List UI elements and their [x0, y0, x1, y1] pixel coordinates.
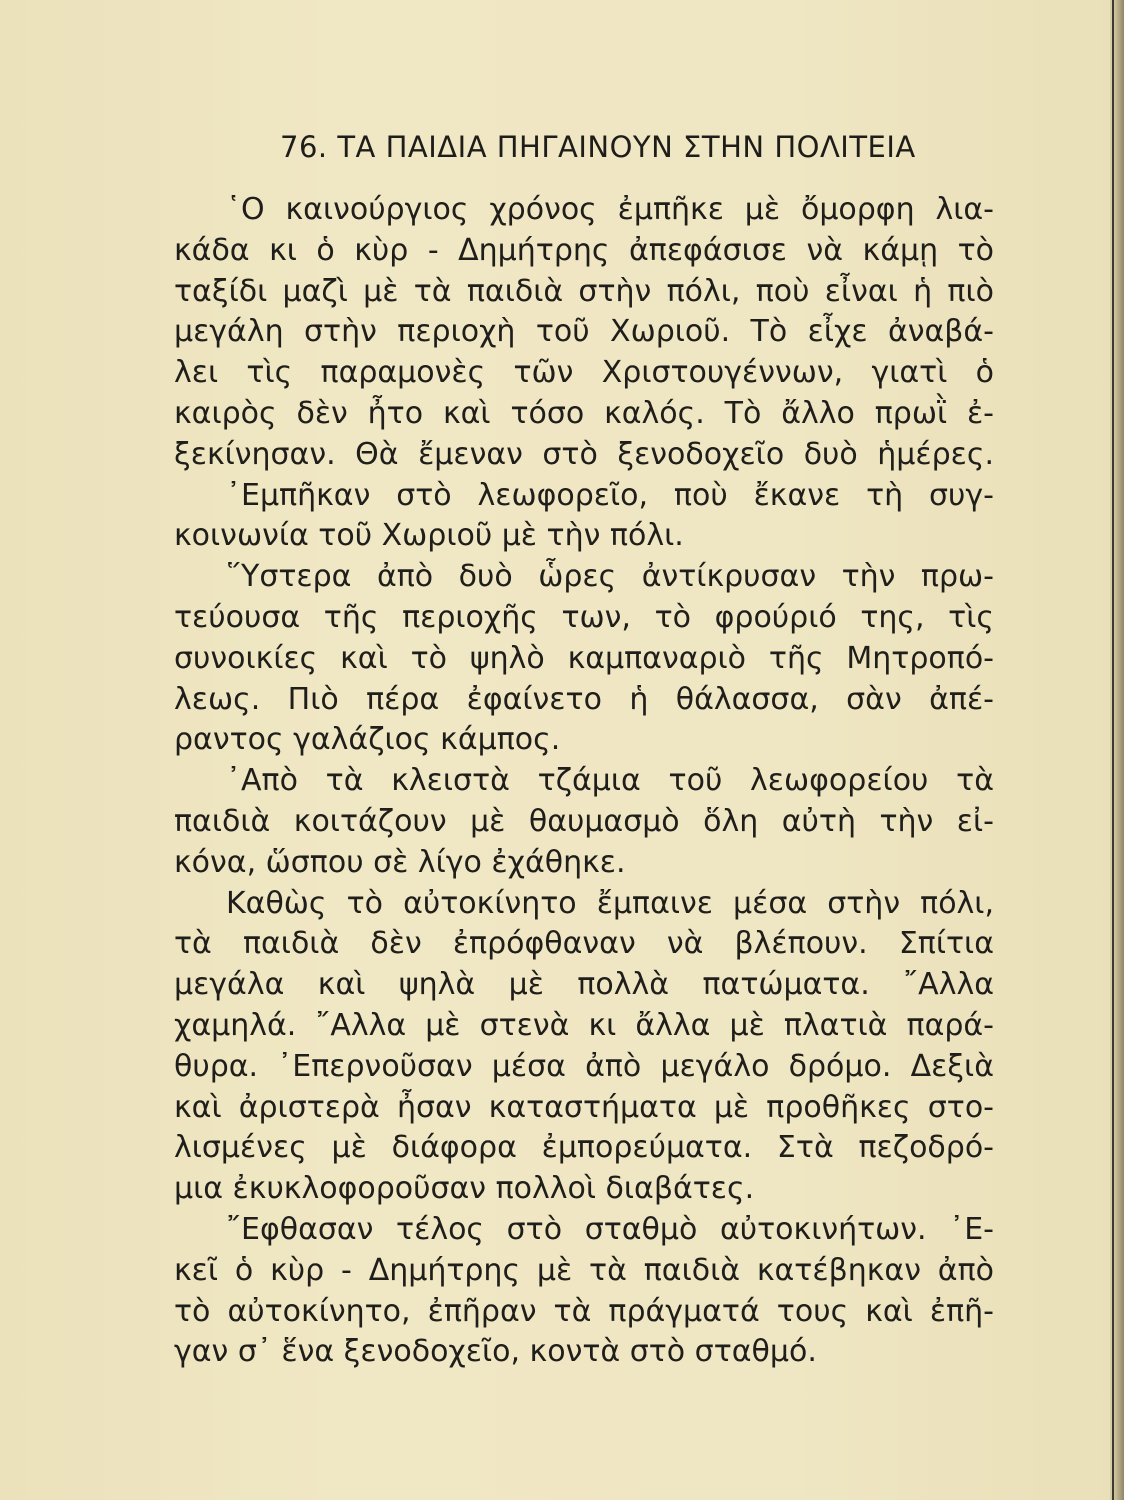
text-line: συνοικίες καὶ τὸ ψηλὸ καμπαναριὸ τῆς Μητροπό-	[174, 640, 994, 676]
text-line: ταξίδι μαζὶ μὲ τὰ παιδιὰ στὴν πόλι, ποὺ εἶναι ἡ πιὸ	[174, 273, 994, 309]
page-edge-line	[1112, 0, 1114, 1500]
text-line: λισμένες μὲ διάφορα ἐμπορεύματα. Στὰ πεζοδρό-	[174, 1130, 994, 1166]
text-line: μια ἐκυκλοφοροῦσαν πολλοὶ διαβάτες.	[174, 1171, 755, 1207]
text-line: λει τὶς παραμονὲς τῶν Χριστουγέννων, γιατὶ ὁ	[174, 355, 994, 391]
text-line: κόνα, ὥσπου σὲ λίγο ἐχάθηκε.	[174, 844, 626, 880]
text-line: ξεκίνησαν. Θὰ ἔμεναν στὸ ξενοδοχεῖο δυὸ ἡμέρες.	[174, 436, 994, 472]
text-line: καὶ ἀριστερὰ ἦσαν καταστήματα μὲ προθῆκες στο-	[174, 1089, 994, 1125]
text-line: ραντος γαλάζιος κάμπος.	[174, 722, 561, 758]
text-line: καιρὸς δὲν ἦτο καὶ τόσο καλός. Τὸ ἄλλο πρωῒ ἐ-	[174, 395, 994, 431]
text-line: μεγάλα καὶ ψηλὰ μὲ πολλὰ πατώματα. ῎Αλλα	[174, 967, 994, 1003]
text-line: κεῖ ὁ κὺρ - Δημήτρης μὲ τὰ παιδιὰ κατέβηκαν ἀπὸ	[174, 1252, 994, 1288]
text-line: ῎Εφθασαν τέλος στὸ σταθμὸ αὐτοκινήτων. ᾿Ε-	[226, 1211, 994, 1247]
chapter-body	[174, 190, 994, 1373]
chapter-title: 76. ΤΑ ΠΑΙΔΙΑ ΠΗΓΑΙΝΟΥΝ ΣΤΗΝ ΠΟΛΙΤΕΙΑ	[280, 130, 916, 164]
text-line: χαμηλά. ῎Αλλα μὲ στενὰ κι ἄλλα μὲ πλατιὰ παρά-	[174, 1007, 994, 1043]
text-line: Καθὼς τὸ αὐτοκίνητο ἔμπαινε μέσα στὴν πόλι,	[226, 885, 994, 921]
text-line: τὰ παιδιὰ δὲν ἐπρόφθαναν νὰ βλέπουν. Σπίτια	[174, 926, 994, 962]
text-line: κοινωνία τοῦ Χωριοῦ μὲ τὴν πόλι.	[174, 518, 684, 554]
text-line: γαν σ᾿ ἕνα ξενοδοχεῖο, κοντὰ στὸ σταθμό.	[174, 1334, 817, 1370]
text-line: τεύουσα τῆς περιοχῆς των, τὸ φρούριό της, τὶς	[174, 599, 994, 635]
text-line: ῞Υστερα ἀπὸ δυὸ ὧρες ἀντίκρυσαν τὴν πρω-	[226, 559, 994, 595]
text-line: κάδα κι ὁ κὺρ - Δημήτρης ἀπεφάσισε νὰ κάμῃ τὸ	[174, 232, 994, 268]
text-line: ᾿Εμπῆκαν στὸ λεωφορεῖο, ποὺ ἔκανε τὴ συγ-	[226, 477, 994, 513]
text-line: τὸ αὐτοκίνητο, ἐπῆραν τὰ πράγματά τους καὶ ἐπῆ-	[174, 1293, 994, 1329]
text-line: μεγάλη στὴν περιοχὴ τοῦ Χωριοῦ. Τὸ εἶχε ἀναβά-	[174, 314, 994, 350]
text-line: ᾿Απὸ τὰ κλειστὰ τζάμια τοῦ λεωφορείου τὰ	[226, 763, 994, 799]
text-line: θυρα. ᾿Επερνοῦσαν μέσα ἀπὸ μεγάλο δρόμο. Δεξιὰ	[174, 1048, 994, 1084]
text-line: ῾Ο καινούργιος χρόνος ἐμπῆκε μὲ ὄμορφη λια-	[226, 192, 994, 227]
text-line: παιδιὰ κοιτάζουν μὲ θαυμασμὸ ὅλη αὐτὴ τὴν εἰ-	[174, 803, 994, 839]
text-line: λεως. Πιὸ πέρα ἐφαίνετο ἡ θάλασσα, σὰν ἀπέ-	[174, 681, 994, 717]
